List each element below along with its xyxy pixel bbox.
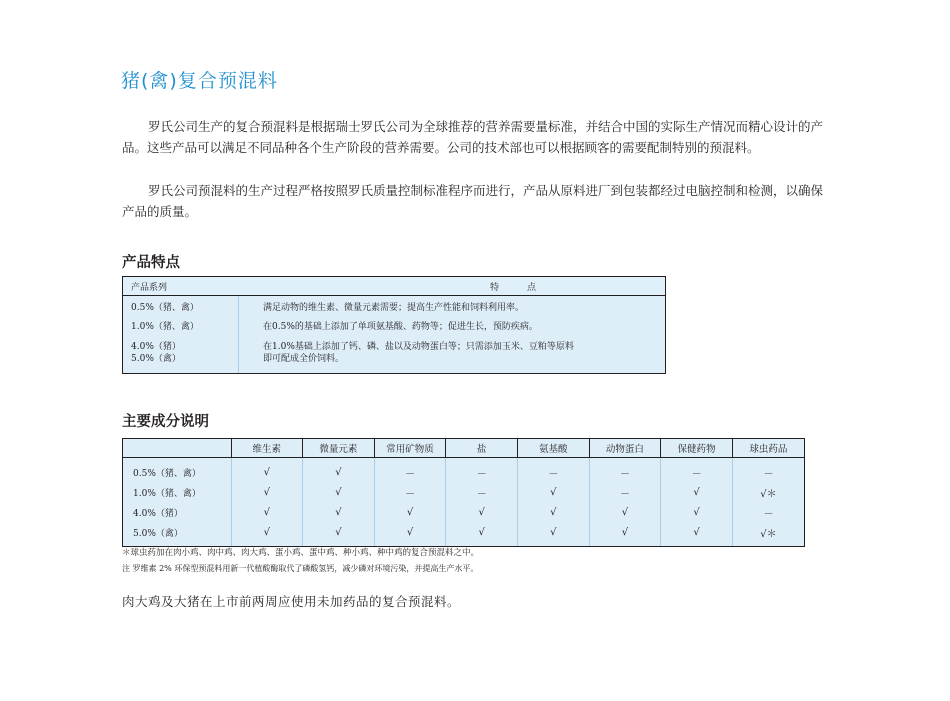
table-cell: √ (661, 522, 733, 546)
series-cell: 1.0%（猪、禽） (131, 322, 199, 332)
withdrawal-note: 肉大鸡及大猪在上市前两周应使用未加药品的复合预混料。 (122, 594, 461, 609)
header-features-b: 点 (527, 283, 537, 293)
feature-cell: 满足动物的维生素、微量元素需要；提高生产性能和饲料利用率。 (263, 303, 525, 313)
series-cell: 5.0%（禽） (131, 354, 181, 364)
header-cell (123, 439, 231, 458)
table-cell: √ (231, 522, 303, 546)
table-cell: － (661, 458, 733, 483)
series-cell: 4.0%（猪） (131, 342, 181, 352)
table-row (123, 502, 804, 522)
table-cell: － (589, 458, 661, 483)
header-cell: 球虫药品 (732, 439, 804, 458)
table-cell: √＊ (732, 482, 804, 502)
series-column (123, 296, 238, 373)
table-cell: √ (518, 502, 590, 522)
page-title: 猪(禽)复合预混料 (121, 70, 278, 92)
table-cell: √ (446, 522, 518, 546)
table-cell: √ (231, 482, 303, 502)
table-cell: √ (446, 502, 518, 522)
table-row (123, 482, 804, 502)
series-cell: 0.5%（猪、禽） (131, 303, 199, 313)
table-cell: √ (303, 502, 375, 522)
feature-cell: 在0.5%的基础上添加了单项氨基酸、药物等；促进生长，预防疾病。 (263, 322, 538, 332)
feature-cell: 在1.0%基础上添加了钙、磷、盐以及动物蛋白等；只需添加玉米、豆粕等原料 (263, 342, 574, 352)
feature-cell: 即可配成全价饲料。 (263, 354, 345, 364)
table-cell: － (518, 458, 590, 483)
table-cell: √ (374, 522, 446, 546)
header-cell: 维生素 (231, 439, 303, 458)
features-table (122, 276, 666, 374)
header-cell: 氨基酸 (518, 439, 590, 458)
table-cell: － (446, 458, 518, 483)
ingredients-header-row (123, 439, 804, 458)
table-cell: √ (303, 482, 375, 502)
table-cell: √ (661, 482, 733, 502)
table-cell: － (732, 502, 804, 522)
table-cell: √ (661, 502, 733, 522)
row-label: 5.0%（禽） (133, 528, 183, 539)
coccidiostat-footnote: ＊球虫药加在肉小鸡、肉中鸡、肉大鸡、蛋小鸡、蛋中鸡、种小鸡、种中鸡的复合预混料之中。 (122, 548, 480, 558)
process-paragraph: 罗氏公司预混料的生产过程严格按照罗氏质量控制标准程序而进行，产品从原料进厂到包装都经过电脑控制和检测，以确保产品的质量。 (122, 183, 824, 219)
header-cell: 常用矿物质 (374, 439, 446, 458)
ingredients-table (122, 438, 805, 547)
table-cell: － (732, 458, 804, 483)
table-cell: － (374, 458, 446, 483)
table-cell: √ (518, 482, 590, 502)
features-column (238, 296, 665, 373)
header-cell: 保健药物 (661, 439, 733, 458)
ingredients-heading: 主要成分说明 (122, 414, 209, 430)
header-cell: 盐 (446, 439, 518, 458)
table-row (123, 522, 804, 546)
phytase-footnote: 注 罗维素 2% 环保型预混料用新一代植酸酶取代了磷酸氢钙，减少磷对环境污染，并提高生产水平。 (122, 564, 479, 573)
row-label: 1.0%（猪、禽） (133, 488, 201, 499)
header-cell: 微量元素 (303, 439, 375, 458)
table-cell: √ (518, 522, 590, 546)
table-cell: － (374, 482, 446, 502)
table-cell: √ (303, 522, 375, 546)
table-cell: √ (589, 502, 661, 522)
table-cell: － (446, 482, 518, 502)
table-cell: √ (231, 502, 303, 522)
features-table-header (123, 277, 665, 296)
header-series: 产品系列 (131, 283, 168, 293)
row-label: 0.5%（猪、禽） (133, 468, 201, 479)
header-features-a: 特 (490, 283, 500, 293)
table-cell: √ (303, 458, 375, 483)
header-cell: 动物蛋白 (589, 439, 661, 458)
features-heading: 产品特点 (122, 255, 180, 271)
table-cell: － (589, 482, 661, 502)
intro-paragraph: 罗氏公司生产的复合预混料是根据瑞士罗氏公司为全球推荐的营养需要量标准，并结合中国的实际生产情况而精心设计的产品。这些产品可以满足不同品种各个生产阶段的营养需要。公司的技术部也可以根据顾客的需要配制特别的预混料。 (122, 119, 824, 155)
table-cell: √ (589, 522, 661, 546)
row-label: 4.0%（猪） (133, 508, 183, 519)
table-row (123, 458, 804, 483)
table-cell: √＊ (732, 522, 804, 546)
table-cell: √ (231, 458, 303, 483)
table-cell: √ (374, 502, 446, 522)
